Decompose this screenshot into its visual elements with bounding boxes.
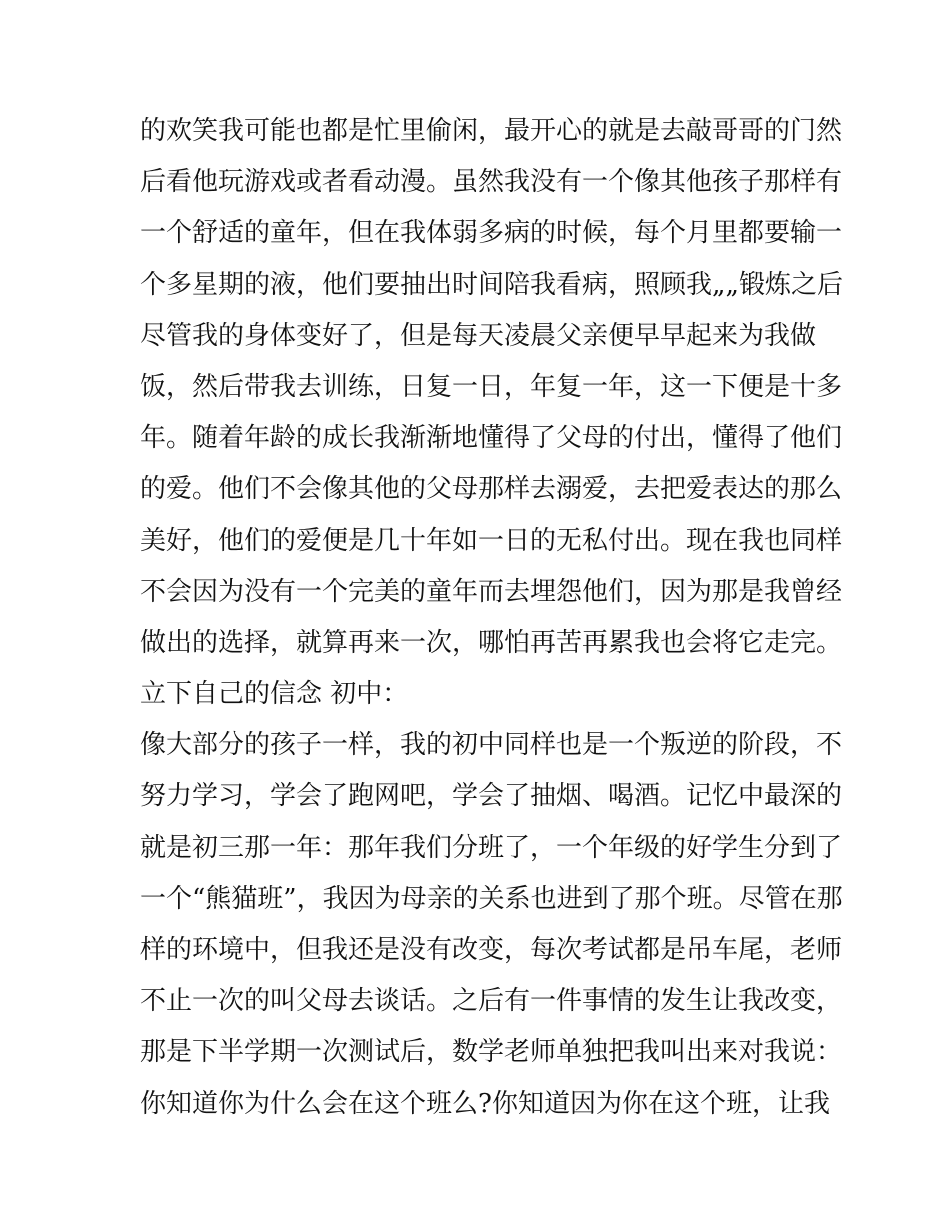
body-text bbox=[140, 106, 843, 1130]
text-line: 那是下半学期一次测试后，数学老师单独把我叫出来对我说： bbox=[140, 1037, 843, 1068]
text-line: 尽管我的身体变好了，但是每天凌晨父亲便早早起来为我做 bbox=[140, 320, 817, 351]
text-line: 像大部分的孩子一样，我的初中同样也是一个叛逆的阶段，不 bbox=[140, 730, 843, 761]
text-line: 的爱。他们不会像其他的父母那样去溺爱，去把爱表达的那么 bbox=[140, 474, 843, 505]
text-line: 一个“熊猫班”，我因为母亲的关系也进到了那个班。尽管在那 bbox=[140, 883, 843, 914]
text-line: 一个舒适的童年，但在我体弱多病的时候，每个月里都要输一 bbox=[140, 218, 843, 249]
text-line: 后看他玩游戏或者看动漫。虽然我没有一个像其他孩子那样有 bbox=[140, 167, 843, 198]
text-line: 美好，他们的爱便是几十年如一日的无私付出。现在我也同样 bbox=[140, 525, 843, 556]
text-line: 的欢笑我可能也都是忙里偷闲，最开心的就是去敲哥哥的门然 bbox=[140, 116, 843, 146]
text-line: 个多星期的液，他们要抽出时间陪我看病，照顾我„„锻炼之后 bbox=[140, 269, 843, 300]
text-line: 做出的选择，就算再来一次，哪怕再苦再累我也会将它走完。 bbox=[140, 627, 843, 658]
text-line: 努力学习，学会了跑网吧，学会了抽烟、喝酒。记忆中最深的 bbox=[140, 781, 843, 812]
text-line: 样的环境中，但我还是没有改变，每次考试都是吊车尾，老师 bbox=[140, 935, 843, 965]
text-line: 你知道你为什么会在这个班么?你知道因为你在这个班，让我 bbox=[140, 1088, 830, 1119]
text-line: 不止一次的叫父母去谈话。之后有一件事情的发生让我改变， bbox=[140, 986, 843, 1017]
text-line: 就是初三那一年：那年我们分班了，一个年级的好学生分到了 bbox=[140, 832, 843, 863]
text-line: 年。随着年龄的成长我渐渐地懂得了父母的付出，懂得了他们 bbox=[140, 423, 843, 454]
section-heading: 立下自己的信念 初中： bbox=[140, 679, 409, 710]
text-line: 不会因为没有一个完美的童年而去埋怨他们，因为那是我曾经 bbox=[140, 576, 843, 607]
text-line: 饭，然后带我去训练，日复一日，年复一年，这一下便是十多 bbox=[140, 371, 843, 402]
